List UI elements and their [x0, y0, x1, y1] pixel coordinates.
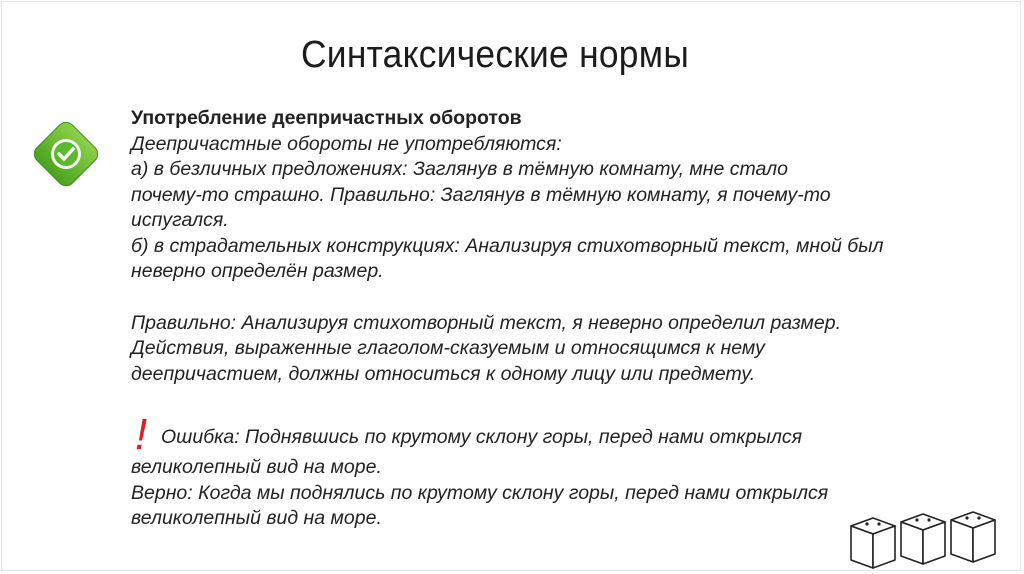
- body-line: неверно определён размер.: [131, 260, 384, 282]
- slide-body: [131, 106, 931, 532]
- body-line: Деепричастные обороты не употребляются:: [131, 132, 562, 155]
- body-line: великолепный вид на море.: [131, 456, 382, 478]
- slide-title: Синтаксические нормы: [300, 34, 690, 76]
- body-line: испугался.: [131, 209, 229, 231]
- cubes-icon: [843, 500, 1019, 572]
- body-line: а) в безличных предложениях: Заглянув в тёмную комнату, мне стало: [131, 158, 789, 180]
- body-line: почему-то страшно. Правильно: Заглянув в тёмную комнату, я почему-то: [131, 183, 831, 206]
- body-line: великолепный вид на море.: [131, 507, 382, 529]
- check-icon: [24, 114, 108, 198]
- body-line: Действия, выраженные глаголом-сказуемым и относящимся к нему: [131, 337, 765, 359]
- section-heading: Употребление деепричастных оборотов: [131, 107, 522, 129]
- error-text: Ошибка: Поднявшись по крутому склону горы, перед нами открылся: [161, 426, 802, 448]
- body-line: Верно: Когда мы поднялись по крутому склону горы, перед нами открылся: [131, 481, 829, 504]
- body-line: деепричастием, должны относиться к одному лицу или предмету.: [131, 362, 756, 385]
- error-example-line: [131, 410, 931, 459]
- body-line: Правильно: Анализируя стихотворный текст, я неверно определил размер.: [131, 311, 842, 334]
- exclamation-mark: !: [135, 410, 148, 459]
- body-line: б) в страдательных конструкциях: Анализируя стихотворный текст, мной был: [131, 234, 884, 257]
